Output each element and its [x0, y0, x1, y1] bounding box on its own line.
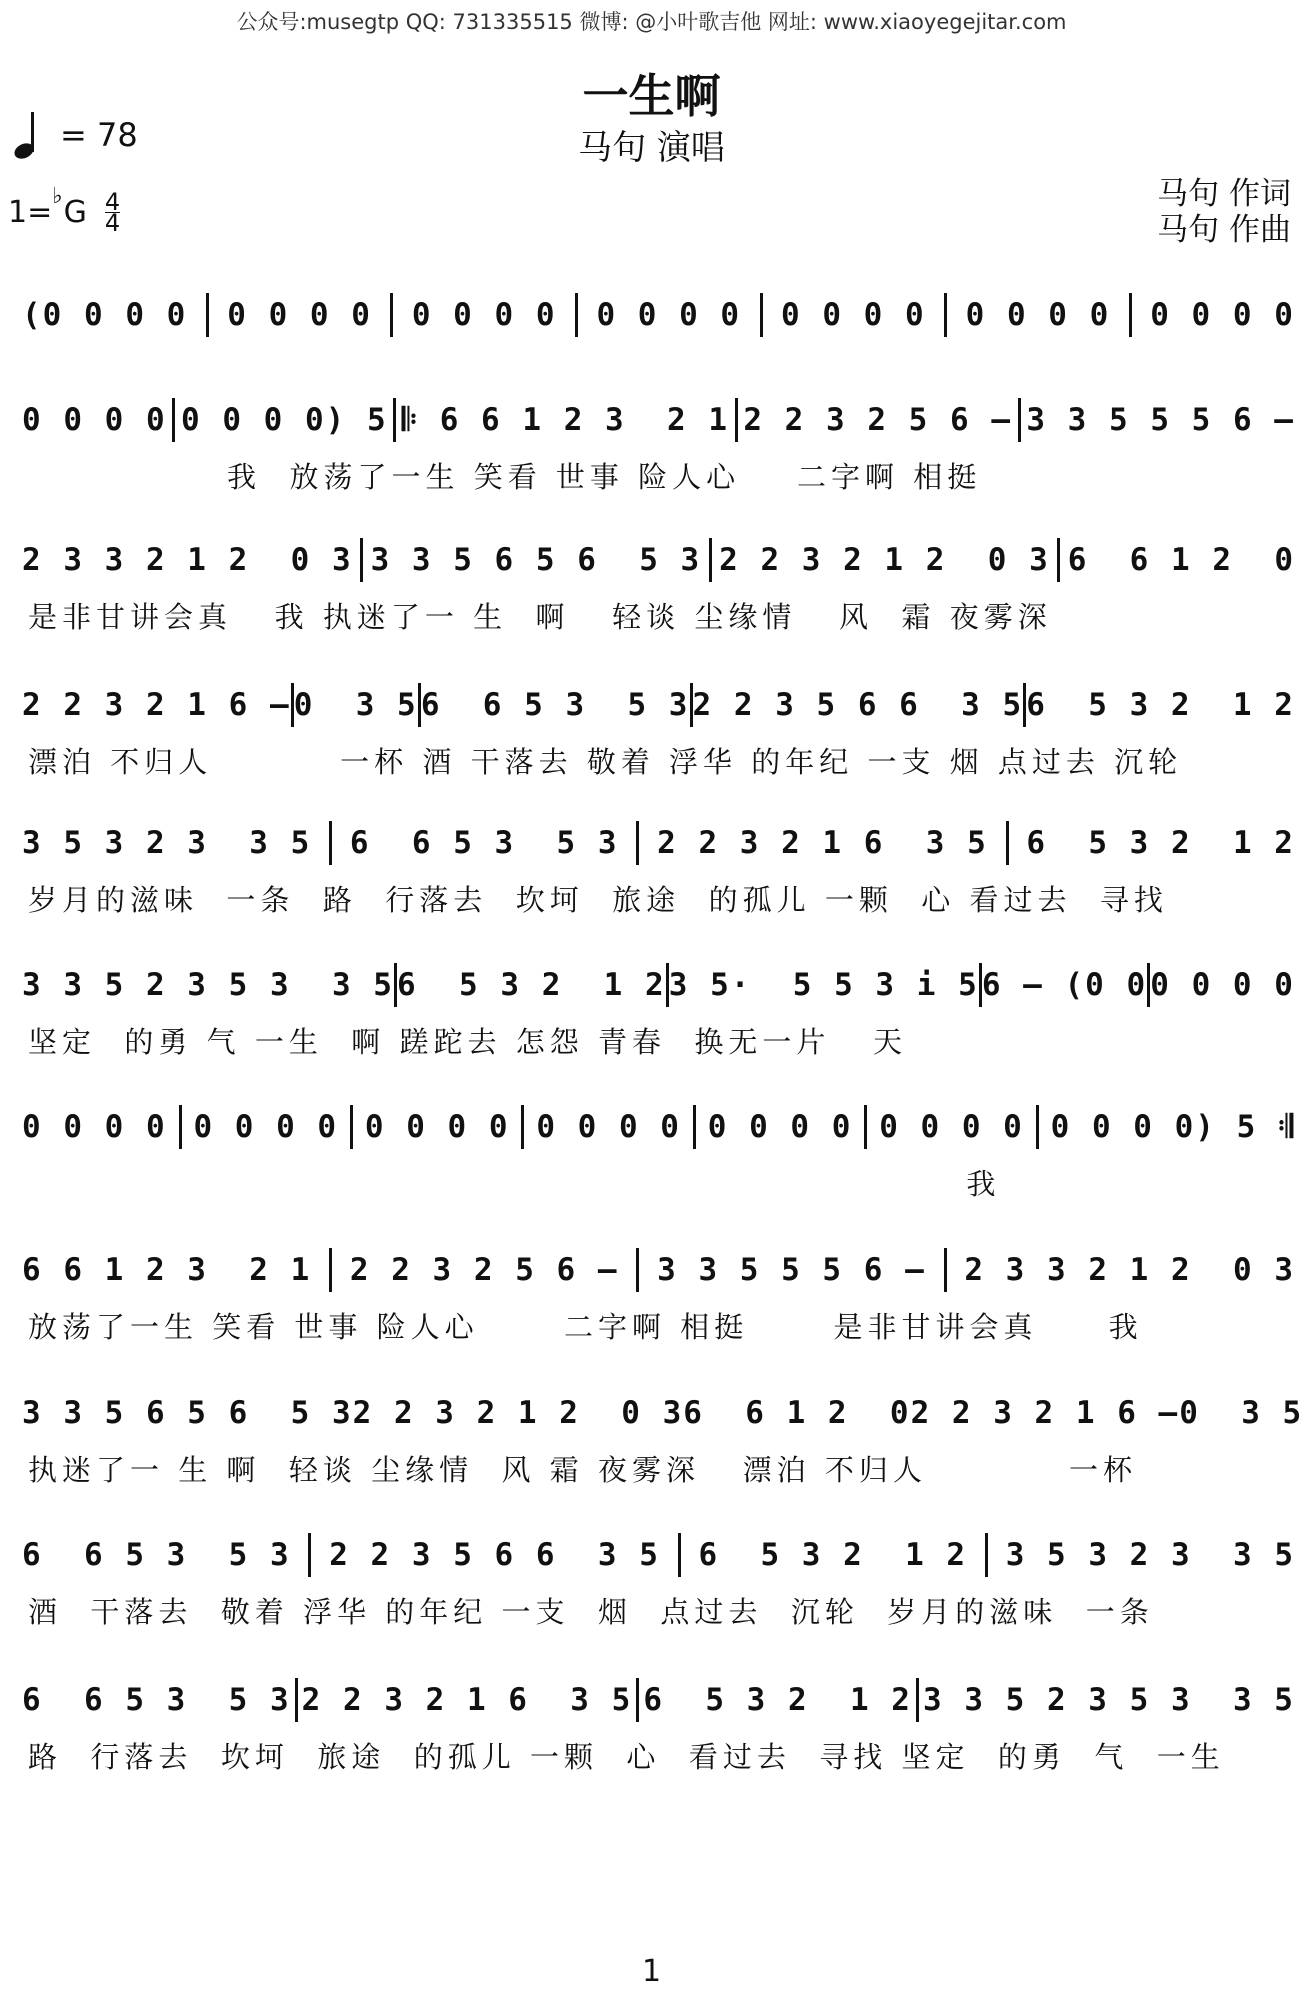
- lyrics-line: 我 放荡了一生 笑看 世事 险人心 二字啊 相挺: [28, 460, 982, 494]
- measure: 6 6 1 2 0: [1067, 542, 1295, 578]
- key-signature: [8, 184, 121, 237]
- measure: 6 6 5 3 5 3: [349, 825, 619, 861]
- notation-line: [22, 1675, 1295, 1725]
- measure: 3 5 3 2 3 3 5: [22, 825, 312, 861]
- bar-line: [1057, 538, 1060, 582]
- measure: 3 5 3 2 3 3 5: [1005, 1537, 1295, 1573]
- measure: 0 0 0 0: [1150, 967, 1295, 1003]
- lyrics-line: 岁月的滋味 一条 路 行落去 坎坷 旅途 的孤儿 一颗 心 看过去 寻找: [28, 883, 1168, 917]
- page-number: 1: [641, 1954, 662, 1989]
- lyrics-line: [28, 350, 1283, 390]
- measure: 6 5 3 2 1 2: [1026, 687, 1295, 723]
- measure: 6 5 3 2 1 2: [643, 1682, 912, 1718]
- song-title: 一生啊: [582, 69, 721, 123]
- measure: 6 5 3 2 1 2: [698, 1537, 968, 1573]
- measure: 2 3 3 2 1 2 0 3: [22, 542, 353, 578]
- lyrics-line: 路 行落去 坎坷 旅途 的孤儿 一颗 心 看过去 寻找 坚定 的勇 气 一生: [28, 1740, 1225, 1774]
- notation-line: [22, 290, 1295, 340]
- lyrics-line: 坚定 的勇 气 一生 啊 蹉跎去 怎怨 青春 换无一片 天: [28, 1025, 908, 1059]
- measure: 2 2 3 5 6 6 3 5: [329, 1537, 660, 1573]
- tempo-marking: [14, 112, 138, 158]
- bar-line: [329, 821, 332, 865]
- measure: 6 6 5 3 5 3: [420, 687, 690, 723]
- bar-line: [693, 1105, 696, 1149]
- composer-credit: 马句 作曲: [1157, 212, 1291, 248]
- lyrics-line: 漂泊 不归人 一杯 酒 干落去 敬着 浮华 的年纪 一支 烟 点过去 沉轮: [28, 745, 1183, 779]
- measure: 0 0 0 0: [707, 1109, 853, 1145]
- measure: 𝄆 6 6 1 2 3 2 1: [401, 401, 730, 438]
- measure: 6 5 3 2 1 2: [397, 967, 666, 1003]
- measure: 3 3 5 2 3 5 3 3 5: [923, 1682, 1295, 1718]
- measure: 3 3 5 6 5 6 5 3: [370, 542, 702, 578]
- bar-line: [760, 293, 763, 337]
- measure: 0 0 0 0: [536, 1109, 681, 1145]
- notation-line: [22, 1388, 1303, 1438]
- lyrics-line: 执迷了一 生 啊 轻谈 尘缘情 风 霜 夜雾深 漂泊 不归人 一杯: [28, 1453, 1138, 1487]
- measure: 6 6 5 3 5 3: [22, 1682, 291, 1718]
- measure: 3 5· 5 5 3 i 5: [668, 967, 979, 1003]
- notation-line: [22, 535, 1295, 585]
- key-note: G: [63, 195, 87, 230]
- notation-line: [22, 680, 1295, 730]
- measure: 6 6 5 3 5 3: [22, 1537, 291, 1573]
- measure: 0 0 0 0: [965, 297, 1111, 333]
- measure: 2 2 3 2 1 2 0 3: [352, 1395, 684, 1431]
- measure: 0 0 0 0) 5 𝄇: [1050, 1108, 1295, 1145]
- bar-line: [636, 1678, 639, 1722]
- bar-line: [985, 1533, 988, 1577]
- measure: (0 0 0 0: [22, 297, 188, 333]
- lyrics-line: 我: [28, 1167, 1001, 1201]
- measure: 6 5 3 2 1 2: [1026, 825, 1295, 861]
- bar-line: [1018, 398, 1021, 442]
- measure: 0 0 0 0: [1150, 297, 1295, 333]
- measure: 0 0 0 0: [596, 297, 742, 333]
- measure: 2 2 3 2 1 6 —: [22, 687, 291, 723]
- notation-line: [22, 1530, 1295, 1580]
- lyricist-credit: 马句 作词: [1157, 176, 1291, 212]
- bar-line: [206, 293, 209, 337]
- bar-line: [360, 538, 363, 582]
- bar-line: [393, 398, 396, 442]
- measure: 6 6 1 2 3 2 1: [22, 1252, 312, 1288]
- bar-line: [329, 1248, 332, 1292]
- measure: 3 3 5 6 5 6 5 3: [22, 1395, 353, 1431]
- measure: 3 3 5 5 5 6 —: [657, 1252, 926, 1288]
- measure: 2 2 3 5 6 6 3 5: [692, 687, 1024, 723]
- bar-line: [575, 293, 578, 337]
- time-signature: [104, 188, 121, 237]
- lyrics-line: 是非甘讲会真 我 执迷了一 生 啊 轻谈 尘缘情 风 霜 夜雾深: [28, 600, 1052, 634]
- bar-line: [1006, 821, 1009, 865]
- bar-line: [636, 1248, 639, 1292]
- notation-line: [22, 1102, 1295, 1152]
- notation-line: [22, 960, 1295, 1010]
- bar-line: [521, 1105, 524, 1149]
- bar-line: [390, 293, 393, 337]
- measure: 0 3 5: [1179, 1395, 1303, 1431]
- bar-line: [916, 1678, 919, 1722]
- measure: 0 0 0 0: [193, 1109, 339, 1145]
- bar-line: [308, 1533, 311, 1577]
- key-prefix: 1=: [8, 195, 53, 230]
- site-header: 公众号:musegtp QQ: 731335515 微博: @小叶歌吉他 网址: www.xiaoyegejitar.com: [236, 10, 1067, 34]
- measure: 0 3 5: [293, 687, 418, 723]
- bar-line: [1036, 1105, 1039, 1149]
- measure: 2 2 3 2 1 2 0 3: [719, 542, 1050, 578]
- bar-line: [636, 821, 639, 865]
- bar-line: [735, 398, 738, 442]
- bar-line: [179, 1105, 182, 1149]
- singer-credit: 马句 演唱: [578, 128, 725, 168]
- notation-line: [22, 818, 1295, 868]
- bar-line: [295, 1678, 298, 1722]
- measure: 0 0 0 0: [411, 297, 557, 333]
- bar-line: [350, 1105, 353, 1149]
- measure: 0 0 0 0) 5: [181, 402, 388, 438]
- bar-line: [944, 293, 947, 337]
- flat-icon: ♭: [52, 184, 63, 209]
- measure: 2 3 3 2 1 2 0 3: [964, 1252, 1295, 1288]
- bar-line: [678, 1533, 681, 1577]
- time-signature-top: 4: [104, 188, 121, 216]
- measure: 0 0 0 0: [227, 297, 372, 333]
- lyrics-line: 放荡了一生 笑看 世事 险人心 二字啊 相挺 是非甘讲会真 我: [28, 1310, 1143, 1344]
- measure: 0 0 0 0: [879, 1109, 1024, 1145]
- measure: 0 0 0 0: [781, 297, 926, 333]
- tempo-value: = 78: [60, 116, 138, 154]
- notation-line: [22, 395, 1295, 445]
- credits: [1157, 176, 1291, 248]
- bar-line: [1129, 293, 1132, 337]
- measure: 6 — (0 0: [981, 967, 1148, 1003]
- measure: 2 2 3 2 1 6 3 5: [301, 1682, 633, 1718]
- measure: 0 0 0 0: [364, 1109, 510, 1145]
- measure: 2 2 3 2 1 6 —: [910, 1395, 1180, 1431]
- measure: 2 2 3 2 5 6 —: [743, 402, 1012, 438]
- measure: 6 6 1 2 0: [683, 1395, 911, 1431]
- bar-line: [172, 398, 175, 442]
- lyrics-line: 酒 干落去 敬着 浮华 的年纪 一支 烟 点过去 沉轮 岁月的滋味 一条: [28, 1595, 1154, 1629]
- measure: 0 0 0 0: [22, 1109, 167, 1145]
- bar-line: [864, 1105, 867, 1149]
- time-signature-bottom: 4: [104, 209, 121, 237]
- measure: 2 2 3 2 5 6 —: [349, 1252, 619, 1288]
- measure: 0 0 0 0: [22, 402, 167, 438]
- notation-line: [22, 1245, 1295, 1295]
- measure: 3 3 5 2 3 5 3 3 5: [22, 967, 394, 1003]
- measure: 3 3 5 5 5 6 —: [1026, 402, 1295, 438]
- quarter-note-icon: [14, 112, 38, 158]
- bar-line: [709, 538, 712, 582]
- bar-line: [944, 1248, 947, 1292]
- measure: 2 2 3 2 1 6 3 5: [657, 825, 988, 861]
